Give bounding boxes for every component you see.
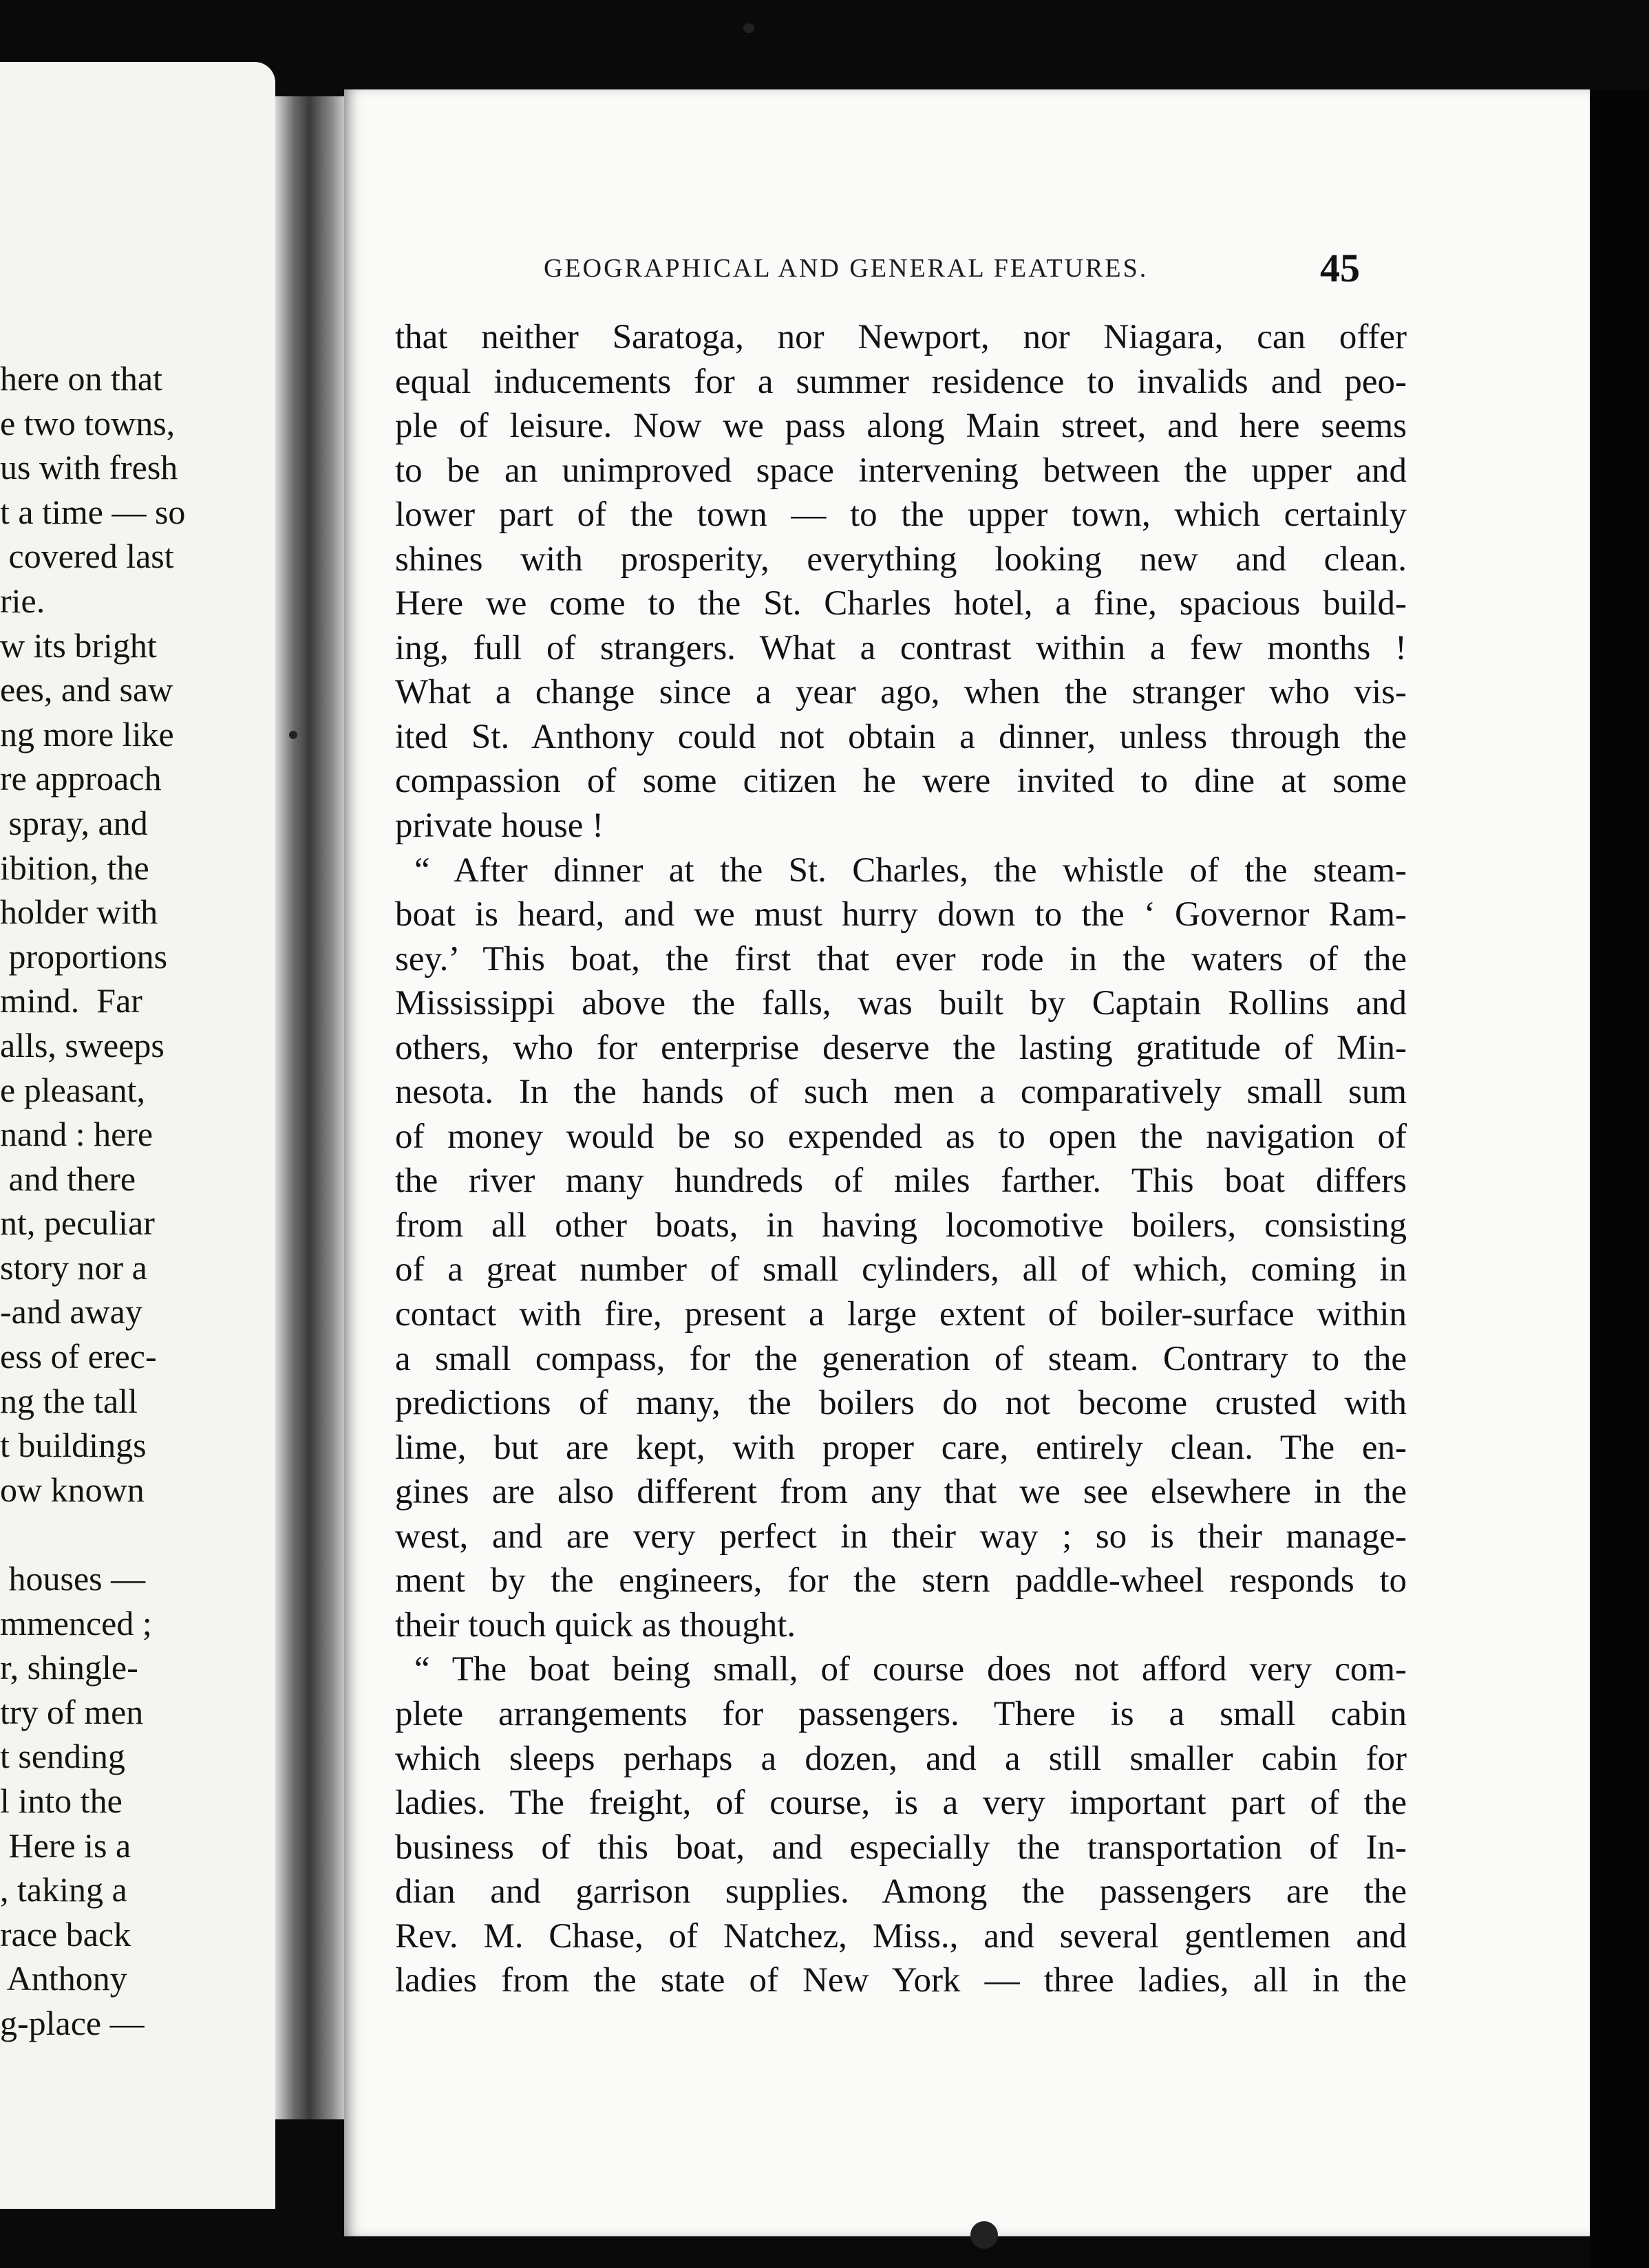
body-line: west, and are very perfect in their way ; so is their manage- <box>395 1517 1407 1556</box>
body-line: What a change since a year ago, when the stranger who vis- <box>395 673 1407 712</box>
left-page-line: t buildings <box>0 1426 147 1465</box>
body-line: ment by the engineers, for the stern paddle-wheel responds to <box>395 1561 1407 1601</box>
left-page-line: holder with <box>0 892 158 932</box>
body-line: Mississippi above the falls, was built by Captain Rollins and <box>395 984 1407 1023</box>
scan-speck <box>289 731 297 739</box>
body-line: plete arrangements for passengers. There is a small cabin <box>395 1694 1407 1733</box>
running-head <box>544 245 1360 300</box>
body-line: a small compass, for the generation of steam. Contrary to the <box>395 1339 1407 1378</box>
left-page-line: us with fresh <box>0 448 178 487</box>
body-line: “ The boat being small, of course does not afford very com- <box>414 1650 1407 1689</box>
left-page-line: r, shingle- <box>0 1648 138 1687</box>
left-page-line: proportions <box>0 937 168 976</box>
body-line: “ After dinner at the St. Charles, the whistle of the steam- <box>414 850 1407 890</box>
body-line: compassion of some citizen he were invited to dine at some <box>395 762 1407 801</box>
left-page-line: ng more like <box>0 714 174 753</box>
book-gutter-shadow <box>275 96 351 2119</box>
body-line: ing, full of strangers. What a contrast within a few months ! <box>395 628 1407 667</box>
left-page-line: story nor a <box>0 1248 147 1287</box>
body-line: the river many hundreds of miles farther. This boat differs <box>395 1162 1407 1201</box>
body-line: of money would be so expended as to open the navigation of <box>395 1117 1407 1156</box>
page-body-text <box>395 315 1407 2003</box>
body-line: gines are also different from any that we see elsewhere in the <box>395 1473 1407 1512</box>
left-page-line: ng the tall <box>0 1381 138 1420</box>
body-line: lower part of the town — to the upper town, which certainly <box>395 495 1407 535</box>
left-page-line: , taking a <box>0 1870 127 1909</box>
body-line: boat is heard, and we must hurry down to the ‘ Governor Ram- <box>395 895 1407 934</box>
body-line: ladies. The freight, of course, is a very important part of the <box>395 1784 1407 1823</box>
left-page-line: e pleasant, <box>0 1070 146 1109</box>
body-line: nesota. In the hands of such men a comparatively small sum <box>395 1073 1407 1112</box>
left-page-line: -and away <box>0 1292 142 1331</box>
left-facing-page <box>0 62 275 2209</box>
left-page-line: Here is a <box>0 1826 131 1865</box>
body-line: that neither Saratoga, nor Newport, nor Niagara, can offer <box>395 318 1407 356</box>
body-line: shines with prosperity, everything looking new and clean. <box>395 539 1407 579</box>
body-line: from all other boats, in having locomotive boilers, consisting <box>395 1206 1407 1245</box>
body-line: private house ! <box>395 806 604 846</box>
body-line: Here we come to the St. Charles hotel, a fine, spacious build- <box>395 584 1407 623</box>
body-line: Rev. M. Chase, of Natchez, Miss., and several gentlemen and <box>395 1916 1407 1956</box>
left-page-line: Anthony <box>0 1959 127 1998</box>
body-line: contact with fire, present a large extent of boiler-surface within <box>395 1295 1407 1334</box>
left-page-line: re approach <box>0 759 162 798</box>
left-page-line: nand : here <box>0 1115 153 1154</box>
body-line: their touch quick as thought. <box>395 1605 796 1645</box>
left-page-line: t a time — so <box>0 492 186 531</box>
body-line: dian and garrison supplies. Among the passengers are the <box>395 1872 1407 1912</box>
left-page-line <box>0 1512 220 1556</box>
left-page-line: and there <box>0 1159 136 1198</box>
body-line: lime, but are kept, with proper care, entirely clean. The en- <box>395 1428 1407 1467</box>
left-page-line: mmenced ; <box>0 1603 152 1643</box>
body-line: business of this boat, and especially the transportation of In- <box>395 1828 1407 1867</box>
left-page-line: try of men <box>0 1692 144 1731</box>
left-page-line: alls, sweeps <box>0 1025 164 1065</box>
body-line: ited St. Anthony could not obtain a dinner, unless through the <box>395 717 1407 756</box>
page-number: 45 <box>1320 246 1360 290</box>
left-page-line: here on that <box>0 359 163 398</box>
body-line: equal inducements for a summer residence to invalids and peo- <box>395 362 1407 401</box>
body-line: to be an unimproved space intervening between the upper and <box>395 451 1407 490</box>
left-page-line: race back <box>0 1914 131 1954</box>
body-line: which sleeps perhaps a dozen, and a still smaller cabin for <box>395 1739 1407 1778</box>
body-line: ladies from the state of New York — three ladies, all in the <box>395 1961 1407 2000</box>
left-page-line: nt, peculiar <box>0 1203 155 1243</box>
left-page-line: g-place — <box>0 2003 145 2042</box>
running-head-title: GEOGRAPHICAL AND GENERAL FEATURES. <box>544 254 1149 283</box>
left-page-line: w its bright <box>0 625 157 665</box>
left-page-line: covered last <box>0 537 174 576</box>
left-page-line: rie. <box>0 581 45 620</box>
body-line: others, who for enterprise deserve the lasting gratitude of Min- <box>395 1028 1407 1067</box>
scan-speck <box>970 2221 998 2249</box>
left-page-text <box>0 356 220 2046</box>
right-page-edge <box>1590 89 1649 2268</box>
left-page-line: e two towns, <box>0 403 175 442</box>
body-line: ple of leisure. Now we pass along Main street, and here seems <box>395 407 1407 446</box>
left-page-line: l into the <box>0 1782 123 1820</box>
left-page-line: spray, and <box>0 803 148 842</box>
body-line: sey.’ This boat, the first that ever rode in the waters of the <box>395 939 1407 978</box>
body-line: predictions of many, the boilers do not become crusted with <box>395 1384 1407 1423</box>
body-line: of a great number of small cylinders, all of which, coming in <box>395 1250 1407 1290</box>
left-page-line: mind. Far <box>0 981 142 1020</box>
left-page-line: ess of erec- <box>0 1337 157 1376</box>
left-page-line: ees, and saw <box>0 670 173 709</box>
left-page-line: houses — <box>0 1559 146 1598</box>
left-page-line: t sending <box>0 1737 125 1776</box>
left-page-line: ibition, the <box>0 848 149 887</box>
left-page-line: ow known <box>0 1470 145 1509</box>
scan-speck <box>743 23 754 33</box>
